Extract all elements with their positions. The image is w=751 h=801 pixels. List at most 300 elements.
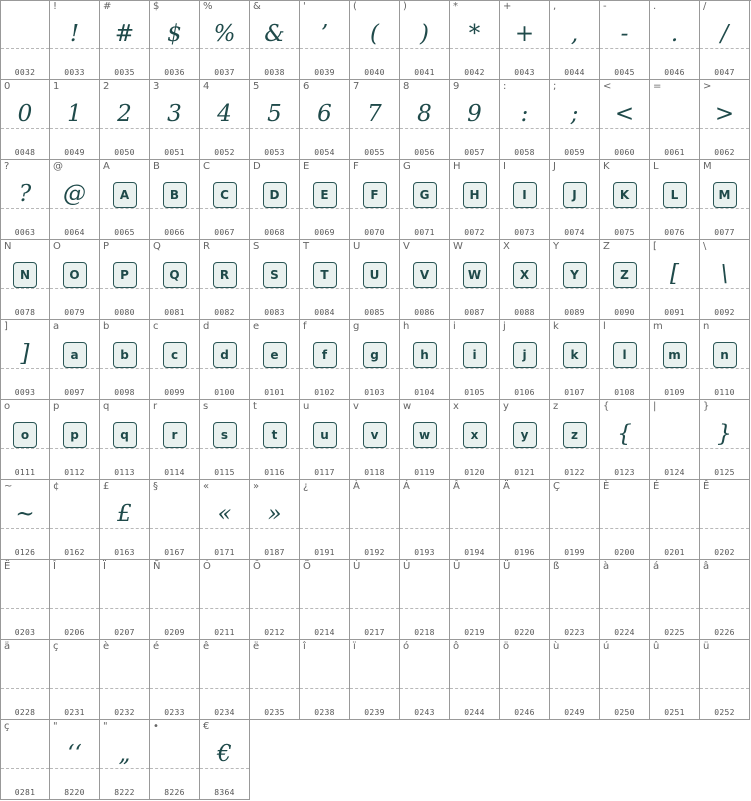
pictogram-letter: W	[463, 262, 487, 288]
baseline-guide	[100, 688, 149, 689]
character-label: Ç	[553, 481, 560, 492]
character-label: !	[53, 1, 58, 12]
pictogram-letter: F	[363, 182, 387, 208]
character-code: 0089	[564, 308, 585, 317]
pictogram-glyph	[100, 182, 149, 208]
character-code: 0056	[414, 148, 435, 157]
character-label: C	[203, 161, 210, 172]
baseline-guide	[50, 368, 99, 369]
character-label: j	[503, 321, 506, 332]
character-label: V	[403, 241, 410, 252]
character-label: x	[453, 401, 459, 412]
character-label: <	[603, 81, 612, 92]
pictogram-letter: C	[213, 182, 237, 208]
glyph-cell	[400, 400, 450, 480]
pictogram-letter: o	[13, 422, 37, 448]
glyph-cell	[150, 720, 200, 800]
baseline-guide	[100, 368, 149, 369]
character-label: ]	[4, 321, 8, 332]
character-code: 0246	[514, 708, 535, 717]
character-label: K	[603, 161, 610, 172]
glyph-cell	[250, 240, 300, 320]
pictogram-letter: J	[563, 182, 587, 208]
baseline-guide	[50, 528, 99, 529]
character-code: 8364	[214, 788, 235, 797]
character-label: ó	[403, 641, 410, 652]
glyph-sample: „	[118, 741, 131, 767]
baseline-guide	[350, 208, 399, 209]
character-code: 0228	[14, 708, 36, 717]
baseline-guide	[150, 768, 199, 769]
glyph-cell	[550, 160, 600, 240]
glyph-sample: <	[614, 101, 635, 127]
character-label: •	[153, 721, 159, 732]
baseline-guide	[450, 208, 499, 209]
character-code: 0200	[614, 548, 635, 557]
character-code: 0097	[64, 388, 85, 397]
pictogram-glyph	[500, 262, 549, 288]
pictogram-glyph	[450, 342, 499, 368]
glyph-sample: ’	[320, 21, 329, 47]
pictogram-letter: p	[63, 422, 87, 448]
glyph-cell	[150, 640, 200, 720]
character-label: m	[653, 321, 663, 332]
baseline-guide	[600, 288, 649, 289]
character-code: 0119	[414, 468, 435, 477]
pictogram-letter: d	[213, 342, 237, 368]
character-code: 0081	[164, 308, 185, 317]
character-label: (	[353, 1, 357, 12]
character-label: U	[353, 241, 361, 252]
character-label: J	[553, 161, 556, 172]
character-label: v	[353, 401, 359, 412]
glyph-cell	[600, 80, 650, 160]
character-code: 0234	[214, 708, 235, 717]
glyph-cell	[100, 400, 150, 480]
pictogram-glyph	[550, 182, 599, 208]
glyph-cell	[650, 80, 700, 160]
glyph-cell	[50, 240, 100, 320]
glyph-cell	[450, 480, 500, 560]
glyph-cell	[600, 480, 650, 560]
character-label: /	[703, 1, 707, 12]
character-code: 0066	[164, 228, 185, 237]
glyph-cell	[600, 160, 650, 240]
glyph-cell	[150, 80, 200, 160]
character-label: %	[203, 1, 213, 12]
baseline-guide	[200, 608, 249, 609]
glyph-cell	[400, 480, 450, 560]
character-label: á	[653, 561, 660, 572]
character-code: 0053	[264, 148, 285, 157]
baseline-guide	[550, 528, 599, 529]
glyph-cell	[350, 320, 400, 400]
glyph-cell	[650, 640, 700, 720]
character-label: "	[53, 721, 58, 732]
baseline-guide	[250, 608, 299, 609]
pictogram-letter: U	[363, 262, 387, 288]
character-code: 0192	[364, 548, 385, 557]
character-label: [	[653, 241, 657, 252]
pictogram-glyph	[200, 262, 249, 288]
character-label: Ñ	[153, 561, 161, 572]
character-code: 0071	[414, 228, 435, 237]
character-label: R	[203, 241, 210, 252]
character-code: 0067	[214, 228, 235, 237]
character-code: 0116	[264, 468, 285, 477]
glyph-sample: 9	[467, 101, 482, 127]
glyph-sample: $	[167, 21, 182, 47]
character-code: 0062	[714, 148, 735, 157]
character-label: ,	[553, 1, 557, 12]
character-code: 0115	[214, 468, 235, 477]
character-label: 2	[103, 81, 110, 92]
character-code: 0249	[564, 708, 585, 717]
character-code: 0092	[714, 308, 735, 317]
character-code: 0203	[14, 628, 36, 637]
pictogram-glyph	[1, 422, 49, 448]
baseline-guide	[550, 368, 599, 369]
baseline-guide	[650, 608, 699, 609]
baseline-guide	[300, 368, 349, 369]
character-label: l	[603, 321, 606, 332]
glyph-cell	[300, 400, 350, 480]
baseline-guide	[400, 288, 449, 289]
pictogram-letter: V	[413, 262, 437, 288]
baseline-guide	[600, 208, 649, 209]
baseline-guide	[300, 688, 349, 689]
character-code: 0075	[614, 228, 635, 237]
glyph-cell	[450, 400, 500, 480]
character-code: 0060	[614, 148, 635, 157]
character-code: 0061	[664, 148, 685, 157]
character-code: 0109	[664, 388, 685, 397]
glyph-cell	[650, 320, 700, 400]
glyph-cell	[550, 640, 600, 720]
character-label: S	[253, 241, 260, 252]
glyph-cell	[550, 400, 600, 480]
character-code: 0101	[264, 388, 285, 397]
character-code: 0243	[414, 708, 435, 717]
character-code: 0108	[614, 388, 635, 397]
character-code: 0220	[514, 628, 535, 637]
glyph-cell	[150, 240, 200, 320]
character-code: 0035	[114, 68, 135, 77]
baseline-guide	[700, 368, 749, 369]
baseline-guide	[200, 448, 249, 449]
glyph-cell	[500, 480, 550, 560]
character-label: 3	[153, 81, 160, 92]
baseline-guide	[650, 688, 699, 689]
glyph-cell	[600, 400, 650, 480]
character-code: 0214	[314, 628, 335, 637]
pictogram-glyph	[650, 182, 699, 208]
baseline-guide	[450, 448, 499, 449]
glyph-cell	[350, 560, 400, 640]
glyph-cell	[300, 560, 350, 640]
pictogram-glyph	[500, 422, 549, 448]
glyph-cell	[650, 400, 700, 480]
pictogram-glyph	[50, 422, 99, 448]
glyph-sample: +	[514, 21, 535, 47]
pictogram-glyph	[450, 422, 499, 448]
baseline-guide	[350, 448, 399, 449]
baseline-guide	[700, 608, 749, 609]
glyph-cell	[650, 0, 700, 80]
glyph-sample: 3	[167, 101, 182, 127]
character-label: ¿	[303, 481, 309, 492]
character-code: 0104	[414, 388, 435, 397]
glyph-cell	[650, 480, 700, 560]
character-label: H	[453, 161, 461, 172]
baseline-guide	[50, 288, 99, 289]
pictogram-glyph	[100, 342, 149, 368]
character-code: 0187	[264, 548, 285, 557]
glyph-cell	[0, 160, 50, 240]
character-label: B	[153, 161, 160, 172]
baseline-guide	[450, 608, 499, 609]
character-code: 0099	[164, 388, 185, 397]
glyph-cell	[100, 160, 150, 240]
pictogram-glyph	[300, 342, 349, 368]
pictogram-letter: k	[563, 342, 587, 368]
character-label: Ù	[353, 561, 361, 572]
character-code: 0038	[264, 68, 285, 77]
character-code: 0063	[14, 228, 36, 237]
glyph-cell	[500, 640, 550, 720]
glyph-sample: *	[468, 21, 481, 47]
character-label: &	[253, 1, 261, 12]
pictogram-glyph	[550, 422, 599, 448]
baseline-guide	[550, 448, 599, 449]
pictogram-letter: A	[113, 182, 137, 208]
baseline-guide	[550, 608, 599, 609]
baseline-guide	[350, 608, 399, 609]
pictogram-letter: g	[363, 342, 387, 368]
glyph-sample: .	[670, 21, 679, 47]
character-code: 0050	[114, 148, 135, 157]
glyph-cell	[700, 640, 750, 720]
pictogram-glyph	[250, 342, 299, 368]
glyph-cell	[100, 320, 150, 400]
character-label: î	[303, 641, 306, 652]
character-label: X	[503, 241, 510, 252]
pictogram-letter: O	[63, 262, 87, 288]
baseline-guide	[500, 448, 549, 449]
character-code: 0217	[364, 628, 385, 637]
character-label: 9	[453, 81, 460, 92]
baseline-guide	[1, 608, 49, 609]
baseline-guide	[300, 528, 349, 529]
pictogram-letter: l	[613, 342, 637, 368]
glyph-cell	[700, 400, 750, 480]
pictogram-glyph	[500, 182, 549, 208]
pictogram-letter: Y	[563, 262, 587, 288]
character-code: 0039	[314, 68, 335, 77]
character-code: 0224	[614, 628, 635, 637]
character-label: 1	[53, 81, 60, 92]
character-label: h	[403, 321, 410, 332]
pictogram-letter: t	[263, 422, 287, 448]
glyph-sample: &	[264, 21, 285, 47]
baseline-guide	[450, 288, 499, 289]
glyph-cell	[50, 640, 100, 720]
baseline-guide	[100, 608, 149, 609]
glyph-cell	[50, 400, 100, 480]
character-label: ê	[203, 641, 210, 652]
glyph-cell	[500, 240, 550, 320]
character-label: è	[103, 641, 110, 652]
pictogram-glyph	[350, 342, 399, 368]
baseline-guide	[550, 288, 599, 289]
character-code: 0069	[314, 228, 335, 237]
character-code: 0055	[364, 148, 385, 157]
character-code: 0086	[414, 308, 435, 317]
baseline-guide	[1, 448, 49, 449]
character-label: w	[403, 401, 412, 412]
character-label: p	[53, 401, 60, 412]
glyph-cell	[300, 640, 350, 720]
character-code: 0162	[64, 548, 85, 557]
character-label: È	[603, 481, 610, 492]
character-code: 0163	[114, 548, 135, 557]
character-label: $	[153, 1, 160, 12]
baseline-guide	[650, 448, 699, 449]
character-code: 0126	[14, 548, 36, 557]
character-label: Q	[153, 241, 161, 252]
baseline-guide	[400, 528, 449, 529]
glyph-sample: ,	[570, 21, 579, 47]
character-label: ë	[253, 641, 260, 652]
glyph-cell	[250, 0, 300, 80]
character-label: +	[503, 1, 512, 12]
glyph-sample: ‘‘	[67, 741, 82, 767]
glyph-cell	[100, 0, 150, 80]
glyph-cell	[150, 560, 200, 640]
glyph-cell	[250, 400, 300, 480]
baseline-guide	[150, 688, 199, 689]
character-code: 0093	[14, 388, 36, 397]
character-code: 0098	[114, 388, 135, 397]
glyph-cell	[500, 400, 550, 480]
character-label: A	[103, 161, 110, 172]
glyph-cell	[450, 640, 500, 720]
glyph-cell	[0, 720, 50, 800]
glyph-cell	[500, 80, 550, 160]
character-code: 0105	[464, 388, 485, 397]
character-code: 0044	[564, 68, 585, 77]
character-label: r	[153, 401, 158, 412]
character-code: 0103	[364, 388, 385, 397]
glyph-cell	[400, 240, 450, 320]
baseline-guide	[500, 688, 549, 689]
glyph-cell	[50, 560, 100, 640]
glyph-cell	[0, 560, 50, 640]
baseline-guide	[400, 208, 449, 209]
character-code: 0082	[214, 308, 235, 317]
baseline-guide	[700, 528, 749, 529]
glyph-cell	[0, 640, 50, 720]
character-label: ú	[603, 641, 610, 652]
glyph-sample: !	[69, 21, 80, 47]
character-code: 0084	[314, 308, 335, 317]
baseline-guide	[350, 288, 399, 289]
baseline-guide	[500, 608, 549, 609]
character-code: 0080	[114, 308, 135, 317]
character-code: 0064	[64, 228, 85, 237]
pictogram-letter: I	[513, 182, 537, 208]
character-code: 0106	[514, 388, 535, 397]
glyph-cell	[400, 640, 450, 720]
character-label: e	[253, 321, 260, 332]
glyph-cell	[400, 320, 450, 400]
glyph-sample: 1	[67, 101, 82, 127]
baseline-guide	[150, 448, 199, 449]
baseline-guide	[400, 608, 449, 609]
character-code: 0042	[464, 68, 485, 77]
baseline-guide	[400, 448, 449, 449]
character-code: 0219	[464, 628, 485, 637]
pictogram-letter: Q	[163, 262, 187, 288]
character-code: 0231	[64, 708, 85, 717]
glyph-sample: 5	[267, 101, 282, 127]
baseline-guide	[350, 688, 399, 689]
character-label: "	[103, 721, 108, 732]
glyph-cell	[100, 560, 150, 640]
baseline-guide	[100, 288, 149, 289]
character-label: >	[703, 81, 712, 92]
pictogram-glyph	[400, 262, 449, 288]
character-code: 0068	[264, 228, 285, 237]
pictogram-letter: b	[113, 342, 137, 368]
glyph-cell	[100, 80, 150, 160]
character-code: 8222	[114, 788, 135, 797]
character-code: 0049	[64, 148, 85, 157]
character-label: G	[403, 161, 411, 172]
pictogram-glyph	[1, 262, 49, 288]
glyph-cell	[550, 240, 600, 320]
glyph-cell	[700, 0, 750, 80]
pictogram-glyph	[400, 342, 449, 368]
baseline-guide	[650, 368, 699, 369]
glyph-cell	[150, 160, 200, 240]
glyph-cell	[700, 240, 750, 320]
glyph-cell	[550, 560, 600, 640]
baseline-guide	[200, 368, 249, 369]
pictogram-letter: j	[513, 342, 537, 368]
pictogram-glyph	[450, 262, 499, 288]
character-label: -	[603, 1, 607, 12]
character-code: 0225	[664, 628, 685, 637]
glyph-sample: /	[720, 21, 729, 47]
character-label: Û	[453, 561, 461, 572]
character-code: 0196	[514, 548, 535, 557]
glyph-sample: }	[717, 421, 732, 447]
character-label: {	[603, 401, 610, 412]
glyph-sample: 4	[217, 101, 232, 127]
glyph-cell	[400, 560, 450, 640]
baseline-guide	[150, 528, 199, 529]
pictogram-letter: X	[513, 262, 537, 288]
character-label: ?	[4, 161, 10, 172]
pictogram-glyph	[200, 422, 249, 448]
character-label: I	[503, 161, 506, 172]
character-code: 0201	[664, 548, 685, 557]
pictogram-glyph	[600, 262, 649, 288]
glyph-cell	[150, 400, 200, 480]
character-label: *	[453, 1, 458, 12]
character-label: ä	[4, 641, 11, 652]
